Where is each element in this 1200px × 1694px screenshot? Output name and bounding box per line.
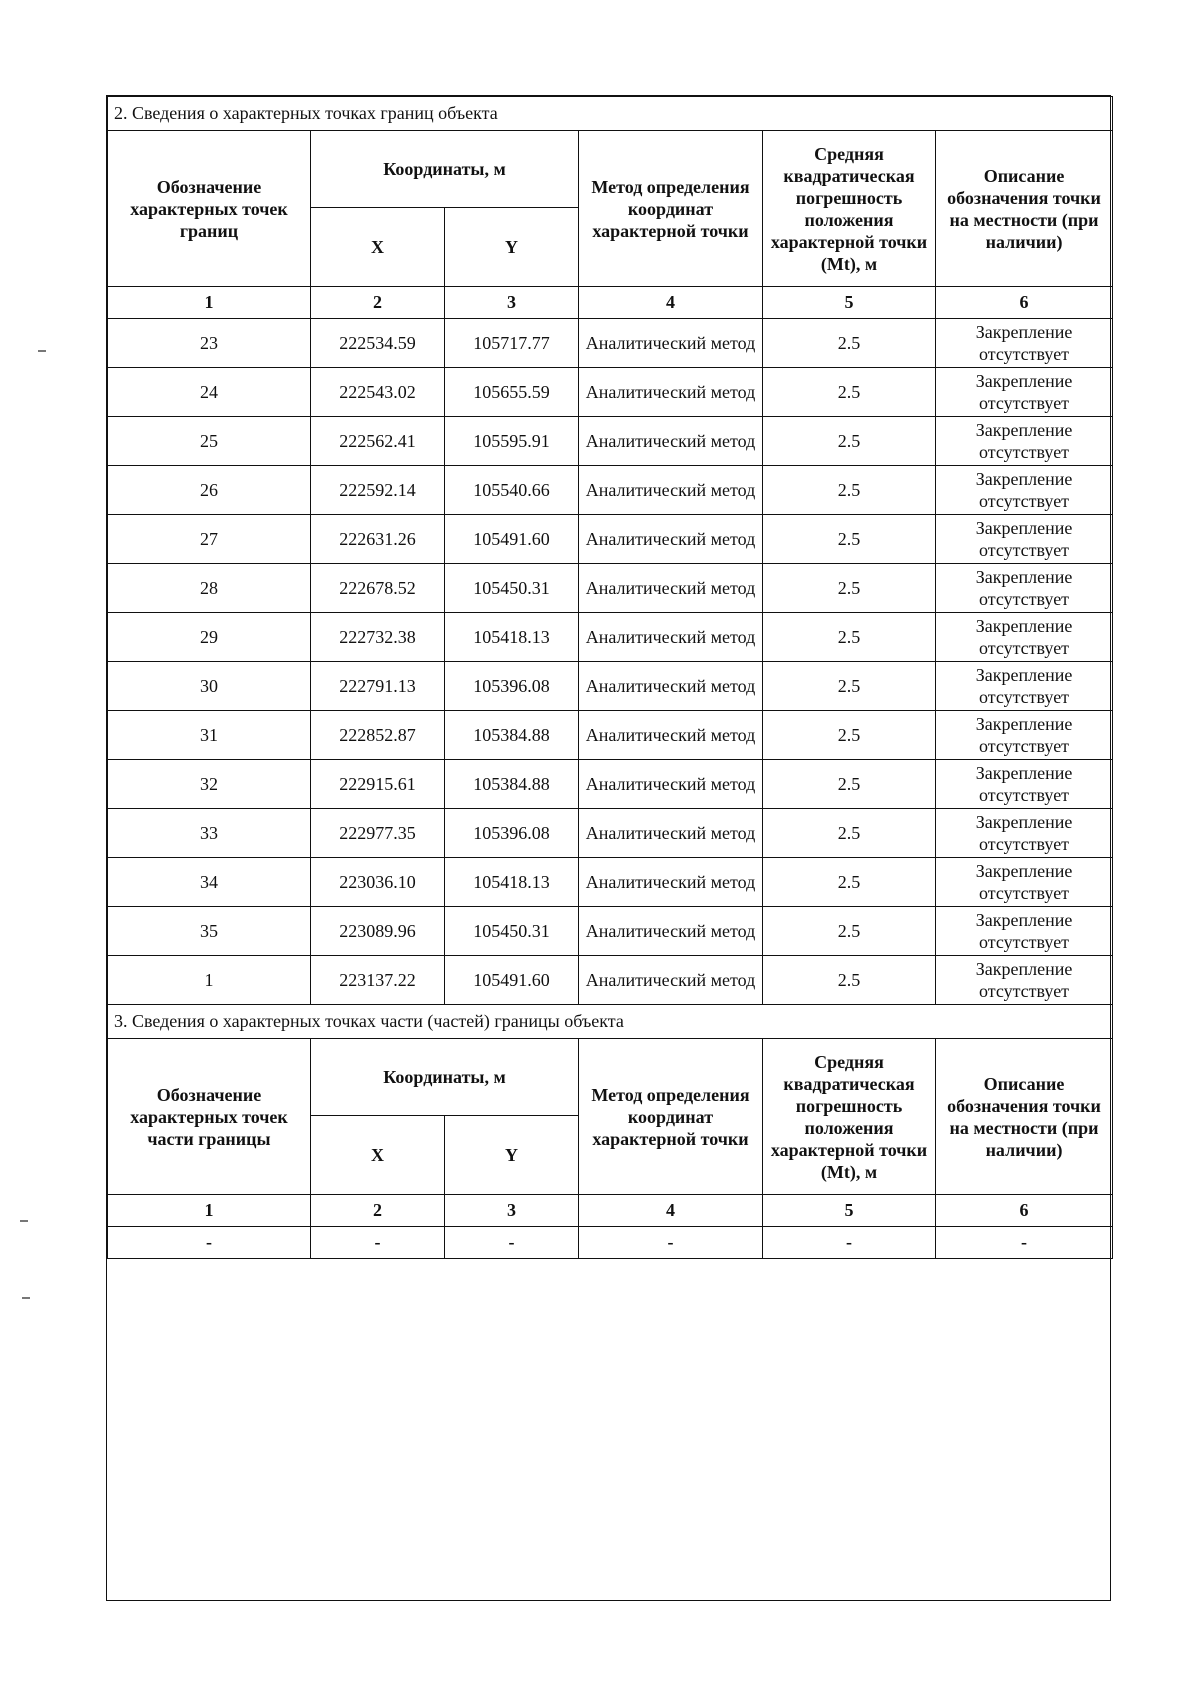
point-id: 31	[108, 711, 311, 760]
description: Закрепление отсутствует	[936, 711, 1113, 760]
method: Аналитический метод	[579, 515, 763, 564]
coord-x: 222678.52	[311, 564, 445, 613]
coord-x: 222631.26	[311, 515, 445, 564]
header-point-designation: Обозначение характерных точек границ	[108, 131, 311, 287]
coord-x: 222732.38	[311, 613, 445, 662]
description: Закрепление отсутствует	[936, 368, 1113, 417]
coord-y: 105595.91	[445, 417, 579, 466]
method: Аналитический метод	[579, 319, 763, 368]
coord-y: 105540.66	[445, 466, 579, 515]
method: Аналитический метод	[579, 662, 763, 711]
coord-y: 105396.08	[445, 662, 579, 711]
method: Аналитический метод	[579, 711, 763, 760]
table-row	[108, 809, 1113, 858]
method: Аналитический метод	[579, 809, 763, 858]
coord-y: 105396.08	[445, 809, 579, 858]
section-2-title: 2. Сведения о характерных точках границ объекта	[108, 97, 1113, 131]
coord-y: 105717.77	[445, 319, 579, 368]
description: Закрепление отсутствует	[936, 417, 1113, 466]
accuracy-mt: 2.5	[763, 613, 936, 662]
scan-mark	[22, 1297, 30, 1299]
point-id: 27	[108, 515, 311, 564]
header-method: Метод определения координат характерной точки	[579, 1039, 763, 1195]
col-number: 6	[936, 287, 1113, 319]
point-id: 30	[108, 662, 311, 711]
point-id: 32	[108, 760, 311, 809]
table-row	[108, 662, 1113, 711]
col-number: 5	[763, 1195, 936, 1227]
coord-y: 105384.88	[445, 760, 579, 809]
boundary-points-table	[107, 96, 1113, 1005]
description: Закрепление отсутствует	[936, 564, 1113, 613]
header-point-designation: Обозначение характерных точек части границы	[108, 1039, 311, 1195]
table-row	[108, 858, 1113, 907]
table-row	[108, 613, 1113, 662]
table-row	[108, 515, 1113, 564]
accuracy-mt: 2.5	[763, 466, 936, 515]
col-number: 5	[763, 287, 936, 319]
coord-y: 105491.60	[445, 956, 579, 1005]
col-number: 3	[445, 1195, 579, 1227]
coord-y: 105418.13	[445, 613, 579, 662]
coord-x: 222592.14	[311, 466, 445, 515]
col-number: 2	[311, 1195, 445, 1227]
coord-x: 222791.13	[311, 662, 445, 711]
header-coordinates: Координаты, м	[311, 1039, 579, 1116]
scan-mark	[20, 1220, 28, 1222]
accuracy-mt: 2.5	[763, 809, 936, 858]
table-row	[108, 466, 1113, 515]
description: Закрепление отсутствует	[936, 613, 1113, 662]
empty-cell: -	[763, 1227, 936, 1259]
description: Закрепление отсутствует	[936, 515, 1113, 564]
document-frame	[106, 95, 1111, 1601]
point-id: 33	[108, 809, 311, 858]
coord-y: 105491.60	[445, 515, 579, 564]
point-id: 35	[108, 907, 311, 956]
part-boundary-points-table	[107, 1005, 1113, 1259]
header-coordinates: Координаты, м	[311, 131, 579, 208]
col-number: 3	[445, 287, 579, 319]
col-number: 2	[311, 287, 445, 319]
table-row	[108, 760, 1113, 809]
method: Аналитический метод	[579, 956, 763, 1005]
coord-x: 222977.35	[311, 809, 445, 858]
header-x: X	[311, 1116, 445, 1195]
description: Закрепление отсутствует	[936, 662, 1113, 711]
method: Аналитический метод	[579, 466, 763, 515]
method: Аналитический метод	[579, 368, 763, 417]
method: Аналитический метод	[579, 858, 763, 907]
description: Закрепление отсутствует	[936, 858, 1113, 907]
point-id: 34	[108, 858, 311, 907]
header-method: Метод определения координат характерной точки	[579, 131, 763, 287]
section-3-title: 3. Сведения о характерных точках части (частей) границы объекта	[108, 1005, 1113, 1039]
accuracy-mt: 2.5	[763, 368, 936, 417]
header-y: Y	[445, 1116, 579, 1195]
description: Закрепление отсутствует	[936, 956, 1113, 1005]
table-row	[108, 368, 1113, 417]
col-number: 4	[579, 287, 763, 319]
point-id: 28	[108, 564, 311, 613]
table-row	[108, 956, 1113, 1005]
point-id: 25	[108, 417, 311, 466]
table-row	[108, 907, 1113, 956]
accuracy-mt: 2.5	[763, 564, 936, 613]
method: Аналитический метод	[579, 760, 763, 809]
method: Аналитический метод	[579, 417, 763, 466]
table-row	[108, 711, 1113, 760]
description: Закрепление отсутствует	[936, 319, 1113, 368]
empty-cell: -	[108, 1227, 311, 1259]
header-description: Описание обозначения точки на местности (при наличии)	[936, 131, 1113, 287]
accuracy-mt: 2.5	[763, 319, 936, 368]
coord-x: 222543.02	[311, 368, 445, 417]
accuracy-mt: 2.5	[763, 907, 936, 956]
header-description: Описание обозначения точки на местности (при наличии)	[936, 1039, 1113, 1195]
table-row	[108, 564, 1113, 613]
method: Аналитический метод	[579, 907, 763, 956]
header-y: Y	[445, 208, 579, 287]
empty-cell: -	[579, 1227, 763, 1259]
coord-x: 223137.22	[311, 956, 445, 1005]
accuracy-mt: 2.5	[763, 662, 936, 711]
method: Аналитический метод	[579, 564, 763, 613]
table-row	[108, 319, 1113, 368]
accuracy-mt: 2.5	[763, 417, 936, 466]
scan-mark	[38, 350, 46, 352]
col-number: 1	[108, 1195, 311, 1227]
empty-cell: -	[311, 1227, 445, 1259]
coord-x: 223089.96	[311, 907, 445, 956]
empty-cell: -	[445, 1227, 579, 1259]
coord-y: 105655.59	[445, 368, 579, 417]
coord-y: 105418.13	[445, 858, 579, 907]
coord-x: 222534.59	[311, 319, 445, 368]
description: Закрепление отсутствует	[936, 466, 1113, 515]
coord-x: 222852.87	[311, 711, 445, 760]
description: Закрепление отсутствует	[936, 760, 1113, 809]
coord-x: 222562.41	[311, 417, 445, 466]
description: Закрепление отсутствует	[936, 907, 1113, 956]
col-number: 1	[108, 287, 311, 319]
coord-y: 105450.31	[445, 907, 579, 956]
coord-y: 105384.88	[445, 711, 579, 760]
coord-y: 105450.31	[445, 564, 579, 613]
point-id: 29	[108, 613, 311, 662]
accuracy-mt: 2.5	[763, 956, 936, 1005]
accuracy-mt: 2.5	[763, 858, 936, 907]
accuracy-mt: 2.5	[763, 760, 936, 809]
coord-x: 222915.61	[311, 760, 445, 809]
description: Закрепление отсутствует	[936, 809, 1113, 858]
method: Аналитический метод	[579, 613, 763, 662]
header-x: X	[311, 208, 445, 287]
accuracy-mt: 2.5	[763, 711, 936, 760]
point-id: 1	[108, 956, 311, 1005]
header-accuracy: Средняя квадратическая погрешность положения характерной точки (Mt), м	[763, 1039, 936, 1195]
point-id: 26	[108, 466, 311, 515]
table-row	[108, 417, 1113, 466]
point-id: 23	[108, 319, 311, 368]
point-id: 24	[108, 368, 311, 417]
header-accuracy: Средняя квадратическая погрешность положения характерной точки (Mt), м	[763, 131, 936, 287]
col-number: 6	[936, 1195, 1113, 1227]
coord-x: 223036.10	[311, 858, 445, 907]
accuracy-mt: 2.5	[763, 515, 936, 564]
empty-cell: -	[936, 1227, 1113, 1259]
col-number: 4	[579, 1195, 763, 1227]
